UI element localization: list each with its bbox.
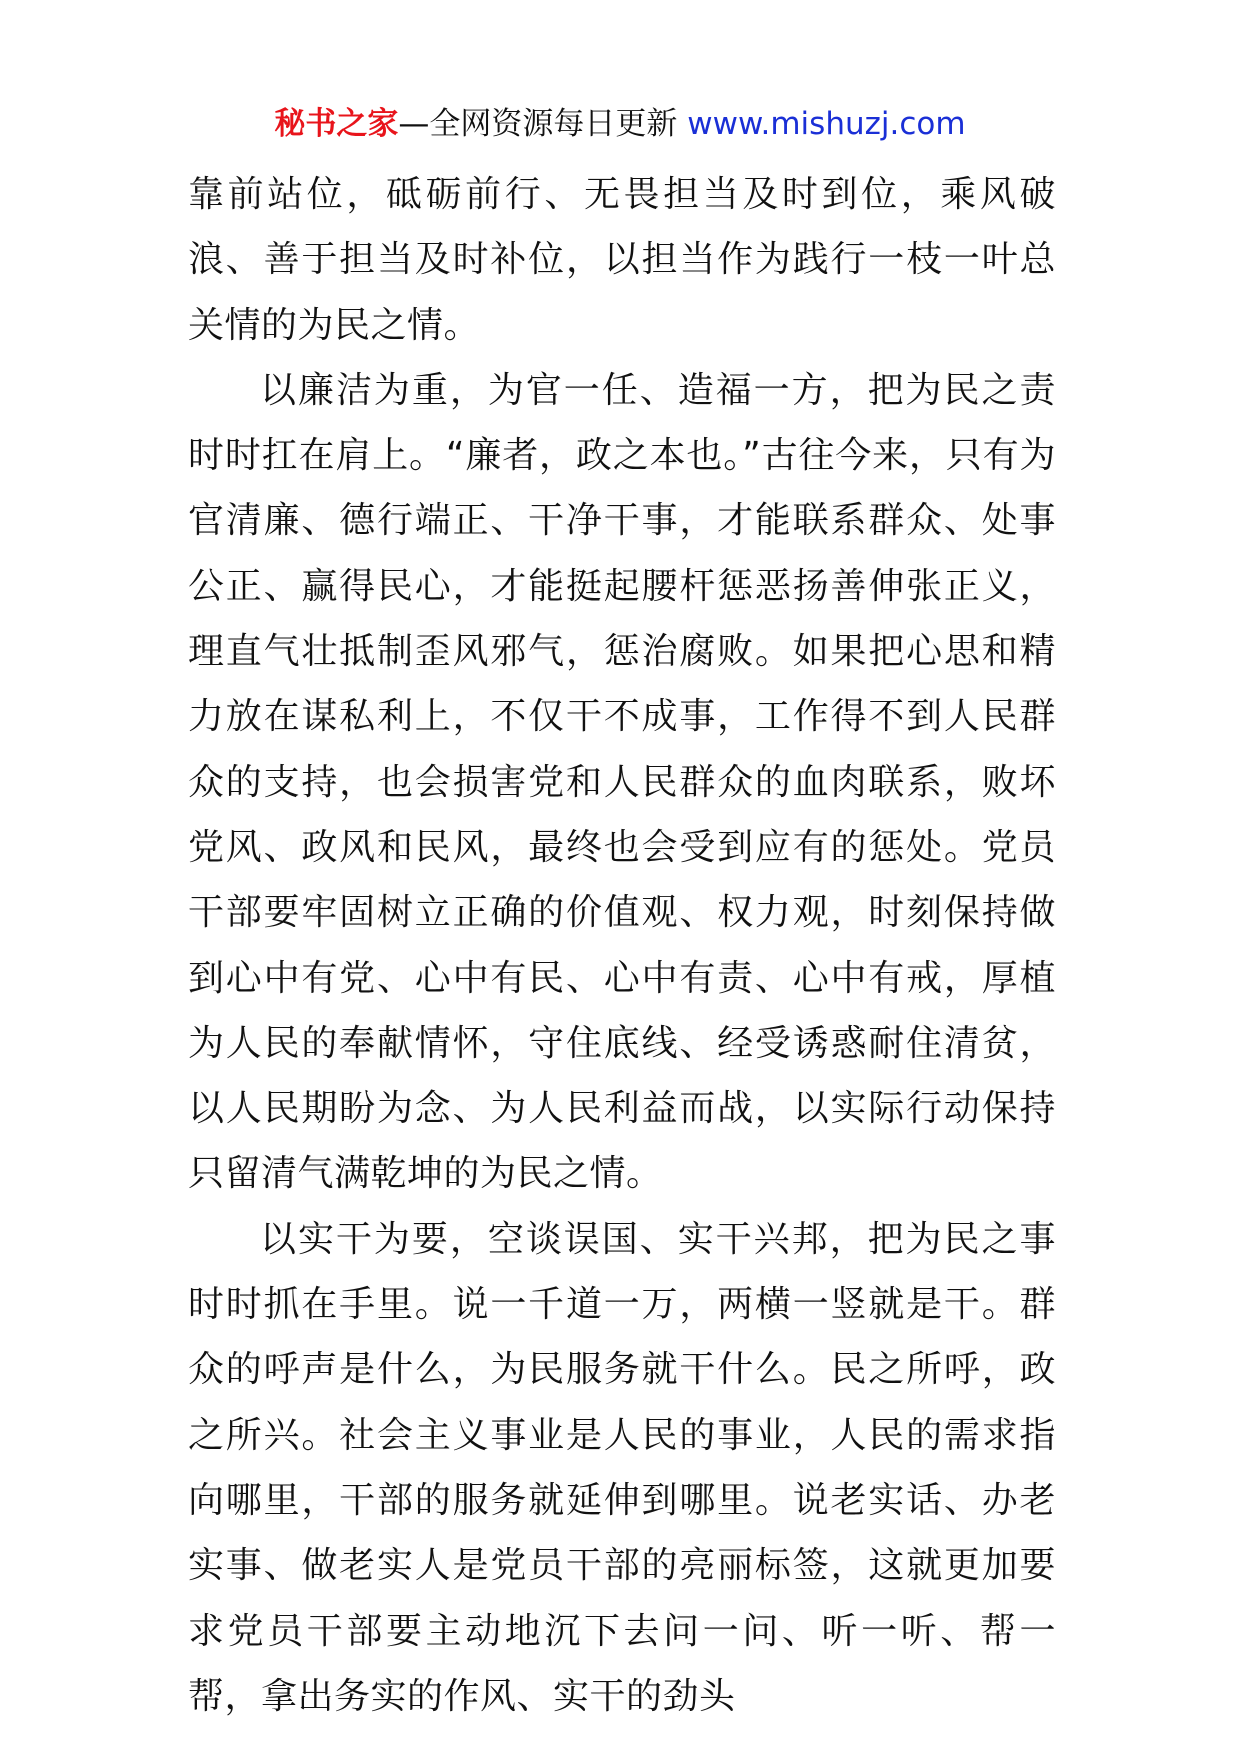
site-header [0, 104, 1240, 144]
header-tagline: —全网资源每日更新 [398, 106, 678, 142]
site-url-link[interactable]: www.mishuzj.com [687, 106, 966, 142]
paragraph-continuation: 靠前站位，砥砺前行、无畏担当及时到位，乘风破浪、善于担当及时补位，以担当作为践行一枝一叶总关情的为民之情。 [188, 174, 1056, 346]
paragraph-hard-work: 以实干为要，空谈误国、实干兴邦，把为民之事时时抓在手里。说一千道一万，两横一竖就是干。群众的呼声是什么，为民服务就干什么。民之所呼，政之所兴。社会主义事业是人民的事业，人民的需求指向哪里，干部的服务就延伸到哪里。说老实话、办老实事、做老实人是党员干部的亮丽标签，这就更加要求党员干部要主动地沉下去问一问、听一听、帮一帮，拿出务实的作风、实干的劲头 [188, 1218, 1056, 1717]
document-body [188, 162, 1056, 1729]
brand-name: 秘书之家 [274, 106, 399, 142]
paragraph-integrity: 以廉洁为重，为官一任、造福一方，把为民之责时时扛在肩上。“廉者，政之本也。”古往今来，只有为官清廉、德行端正、干净干事，才能联系群众、处事公正、赢得民心，才能挺起腰杆惩恶扬善伸张正义，理直气壮抵制歪风邪气，惩治腐败。如果把心思和精力放在谋私利上，不仅干不成事，工作得不到人民群众的支持，也会损害党和人民群众的血肉联系，败坏党风、政风和民风，最终也会受到应有的惩处。党员干部要牢固树立正确的价值观、权力观，时刻保持做到心中有党、心中有民、心中有责、心中有戒，厚植为人民的奉献情怀，守住底线、经受诱惑耐住清贫，以人民期盼为念、为人民利益而战，以实际行动保持只留清气满乾坤的为民之情。 [188, 369, 1056, 1195]
